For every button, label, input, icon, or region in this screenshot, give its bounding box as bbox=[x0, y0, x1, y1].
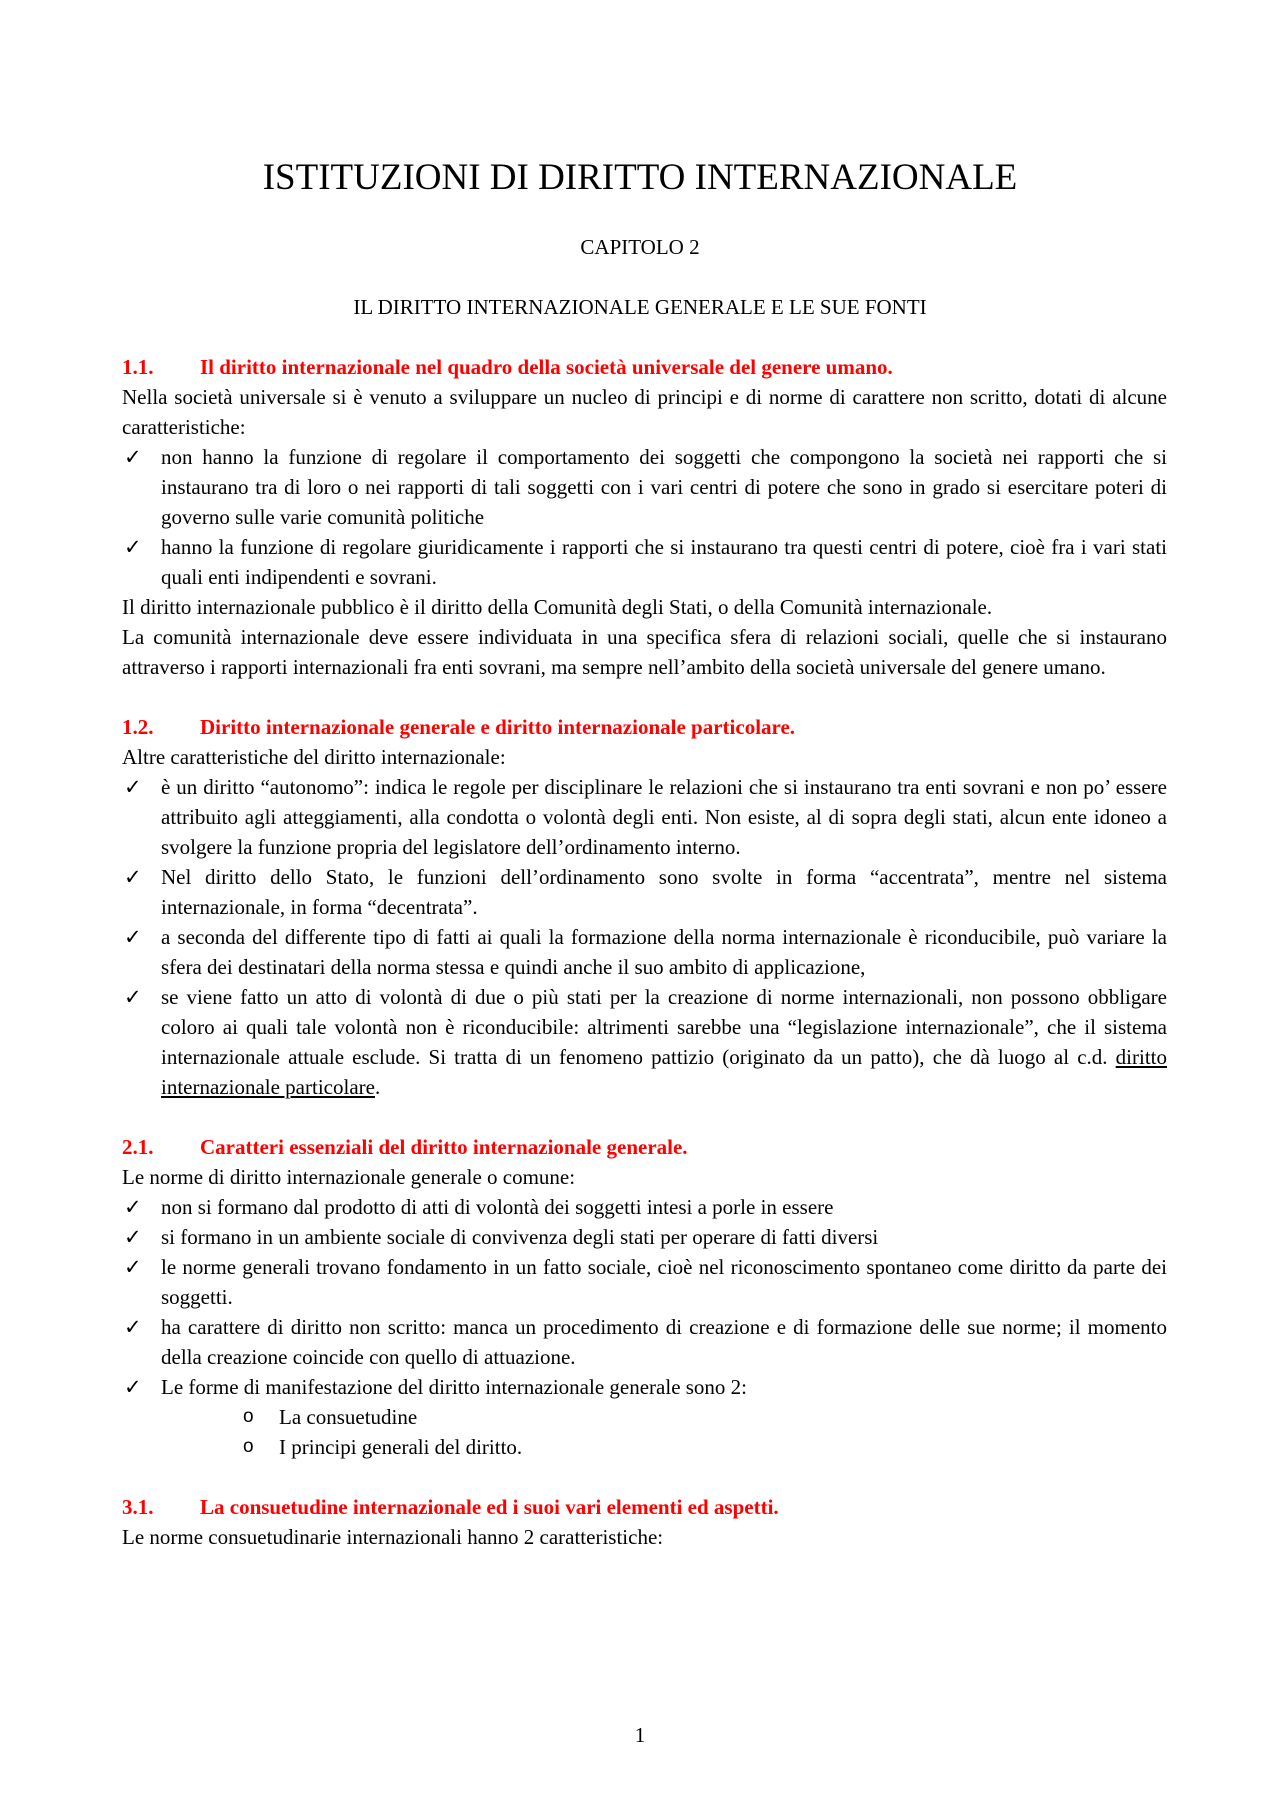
document-title: ISTITUZIONI DI DIRITTO INTERNAZIONALE bbox=[262, 157, 1018, 198]
section-title: La consuetudine internazionale ed i suoi vari elementi ed aspetti. bbox=[200, 1495, 779, 1519]
list-item bbox=[122, 442, 1167, 532]
section-number: 2.1. bbox=[122, 1135, 154, 1159]
checkmark-icon: ✓ bbox=[124, 1315, 142, 1339]
list-item bbox=[122, 1192, 1167, 1222]
checkmark-icon: ✓ bbox=[124, 1375, 142, 1399]
paragraph: Nella società universale si è venuto a sviluppare un nucleo di principi e di norme di carattere non scritto, dotati di alcune caratteristiche: bbox=[122, 385, 1167, 439]
checkmark-icon: ✓ bbox=[124, 925, 142, 949]
section-heading-1-1 bbox=[122, 352, 1167, 382]
list-item bbox=[122, 1222, 1167, 1252]
list-item-text: non hanno la funzione di regolare il comportamento dei soggetti che compongono la società nei rapporti che si instaurano tra di loro o nei rapporti di tali soggetti con i vari centri di potere che sono in grado si esercitare poteri di governo sulle varie comunità politiche bbox=[161, 445, 1167, 529]
sub-list-item bbox=[122, 1432, 1167, 1462]
chapter-label: CAPITOLO 2 bbox=[580, 235, 700, 259]
list-item-text: hanno la funzione di regolare giuridicamente i rapporti che si instaurano tra questi centri di potere, cioè fra i vari stati quali enti indipendenti e sovrani. bbox=[161, 535, 1167, 589]
paragraph: La comunità internazionale deve essere individuata in una specifica sfera di relazioni sociali, quelle che si instaurano attraverso i rapporti internazionali fra enti sovrani, ma sempre nell’ambito della società universale del genere umano. bbox=[122, 625, 1167, 679]
page-number: 1 bbox=[634, 1723, 646, 1747]
section-heading-2-1 bbox=[122, 1132, 1167, 1162]
list-item-text: se viene fatto un atto di volontà di due o più stati per la creazione di norme internazionali, non possono obbligare coloro ai quali tale volontà non è riconducibile: altrimenti sarebbe una “legislazione internazionale”, che il sistema internazionale attuale esclude. Si tratta di un fenomeno pattizio (originato da un patto), che dà luogo al c.d. bbox=[161, 985, 1167, 1069]
list-item-text: I principi generali del diritto. bbox=[279, 1435, 523, 1459]
bullet-list bbox=[122, 442, 1167, 592]
section-title: Diritto internazionale generale e diritto internazionale particolare. bbox=[200, 715, 796, 739]
circle-bullet-icon: o bbox=[243, 1406, 254, 1427]
list-item-text: Nel diritto dello Stato, le funzioni dell’ordinamento sono svolte in forma “accentrata”, mentre nel sistema internazionale, in forma “decentrata”. bbox=[161, 865, 1167, 919]
list-item-text: le norme generali trovano fondamento in un fatto sociale, cioè nel riconoscimento spontaneo come diritto da parte dei soggetti. bbox=[161, 1255, 1167, 1309]
section-number: 1.2. bbox=[122, 715, 154, 739]
list-item-text: non si formano dal prodotto di atti di volontà dei soggetti intesi a porle in essere bbox=[161, 1195, 834, 1219]
list-item-text: ha carattere di diritto non scritto: manca un procedimento di creazione e di formazione delle sue norme; il momento della creazione coincide con quello di attuazione. bbox=[161, 1315, 1167, 1369]
checkmark-icon: ✓ bbox=[124, 865, 142, 889]
list-item bbox=[122, 772, 1167, 862]
section-title: Caratteri essenziali del diritto internazionale generale. bbox=[200, 1135, 688, 1159]
list-item bbox=[122, 1312, 1167, 1372]
section-number: 1.1. bbox=[122, 355, 154, 379]
list-item-text: La consuetudine bbox=[279, 1405, 418, 1429]
section-number: 3.1. bbox=[122, 1495, 154, 1519]
checkmark-icon: ✓ bbox=[124, 775, 142, 799]
checkmark-icon: ✓ bbox=[124, 985, 142, 1009]
paragraph: Le norme di diritto internazionale generale o comune: bbox=[122, 1165, 576, 1189]
bullet-list bbox=[122, 772, 1167, 1102]
list-item bbox=[122, 1252, 1167, 1312]
list-item-text: Le forme di manifestazione del diritto internazionale generale sono 2: bbox=[161, 1375, 748, 1399]
list-item bbox=[122, 922, 1167, 982]
checkmark-icon: ✓ bbox=[124, 1195, 142, 1219]
document-body bbox=[122, 352, 1167, 1552]
bullet-list bbox=[122, 1192, 1167, 1402]
section-heading-1-2 bbox=[122, 712, 1167, 742]
list-item bbox=[122, 982, 1167, 1102]
chapter-subtitle: IL DIRITTO INTERNAZIONALE GENERALE E LE SUE FONTI bbox=[353, 295, 927, 319]
circle-bullet-icon: o bbox=[243, 1436, 254, 1457]
underlined-term: diritto internazionale particolare bbox=[161, 1045, 1167, 1099]
section-title: Il diritto internazionale nel quadro della società universale del genere umano. bbox=[200, 355, 893, 379]
list-item bbox=[122, 862, 1167, 922]
list-item-text: è un diritto “autonomo”: indica le regole per disciplinare le relazioni che si instaurano tra enti sovrani e non po’ essere attribuito agli atteggiamenti, alla condotta o volontà degli enti. Non esiste, al di sopra degli stati, alcun ente idoneo a svolgere la funzione propria del legislatore dell’ordinamento interno. bbox=[161, 775, 1167, 859]
checkmark-icon: ✓ bbox=[124, 445, 142, 469]
sub-bullet-list bbox=[122, 1402, 1167, 1462]
checkmark-icon: ✓ bbox=[124, 1225, 142, 1249]
section-heading-3-1 bbox=[122, 1492, 1167, 1522]
paragraph: Altre caratteristiche del diritto internazionale: bbox=[122, 745, 506, 769]
list-item-text: . bbox=[374, 1075, 381, 1099]
list-item bbox=[122, 1372, 1167, 1402]
list-item-text: a seconda del differente tipo di fatti ai quali la formazione della norma internazionale è riconducibile, può variare la sfera dei destinatari della norma stessa e quindi anche il suo ambito di applicazione, bbox=[161, 925, 1167, 979]
paragraph: Il diritto internazionale pubblico è il diritto della Comunità degli Stati, o della Comunità internazionale. bbox=[122, 595, 993, 619]
list-item bbox=[122, 532, 1167, 592]
sub-list-item bbox=[122, 1402, 1167, 1432]
checkmark-icon: ✓ bbox=[124, 1255, 142, 1279]
list-item-text: si formano in un ambiente sociale di convivenza degli stati per operare di fatti diversi bbox=[161, 1225, 879, 1249]
checkmark-icon: ✓ bbox=[124, 535, 142, 559]
paragraph: Le norme consuetudinarie internazionali hanno 2 caratteristiche: bbox=[122, 1525, 664, 1549]
